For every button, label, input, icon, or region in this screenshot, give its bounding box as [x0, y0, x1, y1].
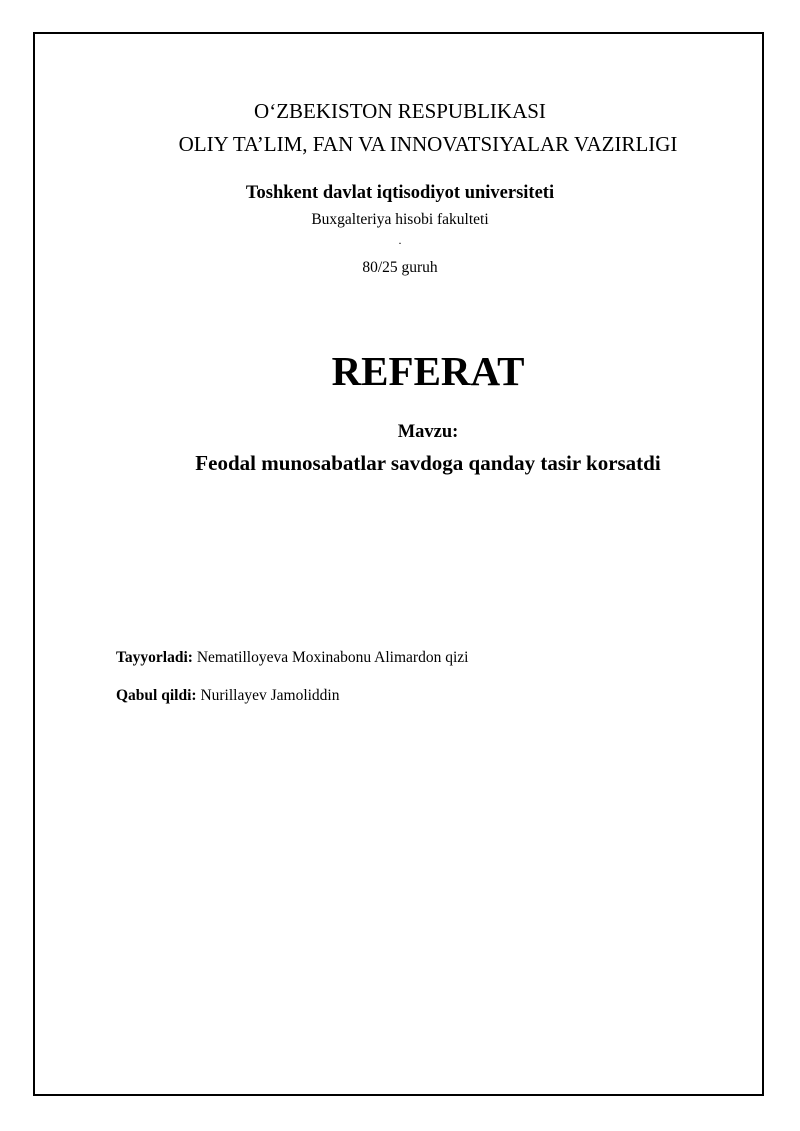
separator-dot: .	[398, 233, 402, 247]
group-number: 80/25 guruh	[362, 259, 438, 276]
document-type-title: REFERAT	[331, 348, 525, 394]
university-name: Toshkent davlat iqtisodiyot universiteti	[245, 183, 555, 203]
faculty-name: Buxgalteriya hisobi fakulteti	[311, 211, 489, 228]
topic-text: Feodal munosabatlar savdoga qanday tasir korsatdi	[195, 451, 661, 475]
accepted-by-label: Qabul qildi:	[116, 687, 197, 704]
republic-heading: O‘ZBEKISTON RESPUBLIKASI	[254, 99, 546, 123]
accepted-by-line	[116, 686, 339, 706]
topic-label: Mavzu:	[397, 422, 459, 442]
prepared-by-label: Tayyorladi:	[116, 649, 193, 666]
prepared-by-value: Nematilloyeva Moxinabonu Alimardon qizi	[196, 649, 469, 666]
prepared-by-line	[116, 648, 468, 668]
accepted-by-value: Nurillayev Jamoliddin	[200, 687, 340, 704]
ministry-heading: OLIY TA’LIM, FAN VA INNOVATSIYALAR VAZIRLIGI	[178, 132, 678, 156]
